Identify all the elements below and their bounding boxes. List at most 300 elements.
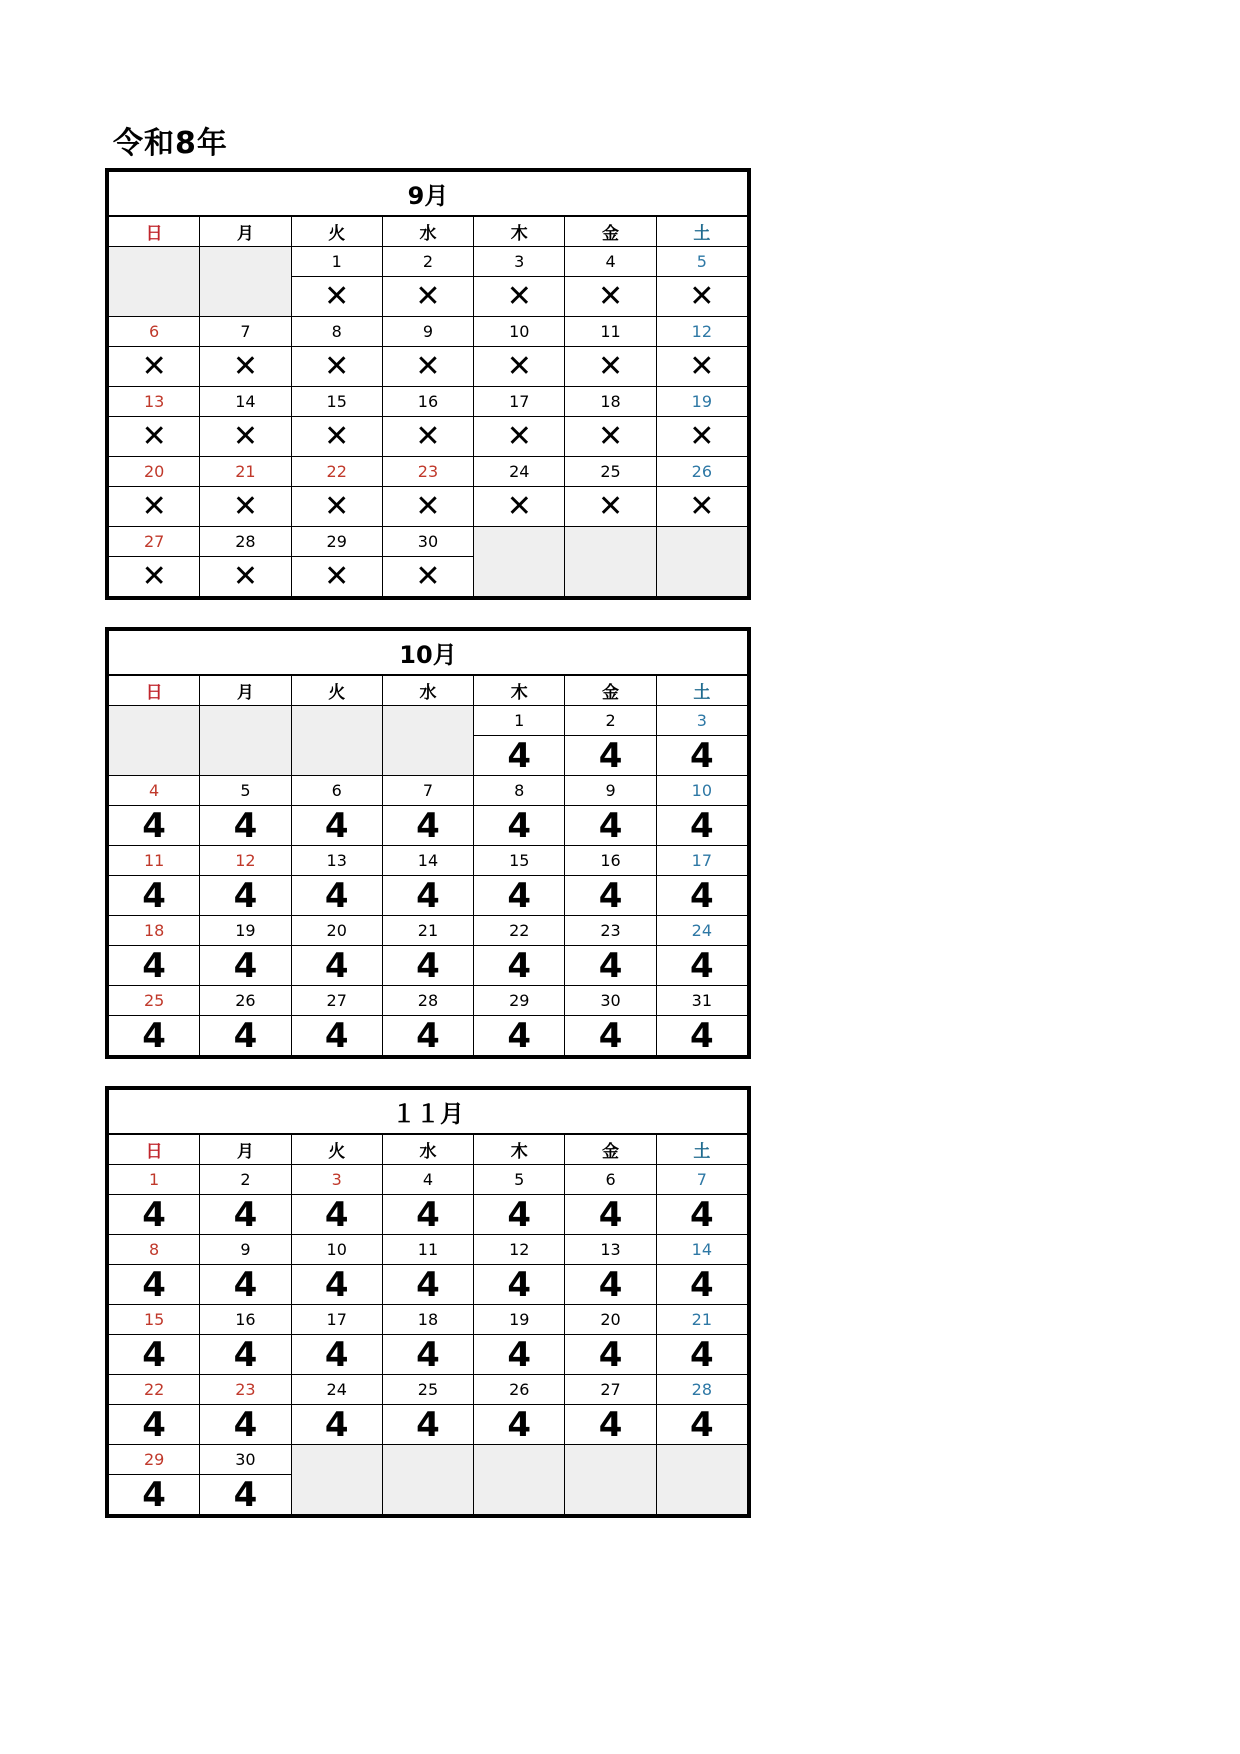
day-value-cell — [656, 1405, 747, 1445]
availability-count: 4 — [416, 1264, 440, 1305]
day-value-cell — [200, 347, 291, 387]
closed-mark: ✕ — [689, 418, 715, 454]
day-value-cell — [656, 487, 747, 527]
day-value-cell — [474, 417, 565, 457]
day-number: 23 — [565, 916, 656, 946]
closed-mark: ✕ — [324, 558, 350, 594]
day-number: 20 — [291, 916, 382, 946]
day-value-cell — [565, 736, 656, 776]
day-value-cell — [291, 946, 382, 986]
day-number: 26 — [656, 457, 747, 487]
day-value-cell — [565, 417, 656, 457]
day-value-cell — [200, 557, 291, 597]
closed-mark: ✕ — [689, 278, 715, 314]
day-value-cell — [200, 1405, 291, 1445]
month-title: １１月 — [109, 1090, 748, 1135]
day-value-cell — [474, 1195, 565, 1235]
day-number: 14 — [656, 1235, 747, 1265]
day-number: 6 — [109, 317, 200, 347]
calendar-september — [105, 168, 751, 600]
availability-count: 4 — [233, 1474, 258, 1515]
day-value-cell — [382, 1016, 473, 1056]
day-number: 8 — [291, 317, 382, 347]
day-number: 4 — [109, 776, 200, 806]
day-number: 2 — [200, 1165, 291, 1195]
day-value-cell — [565, 1016, 656, 1056]
availability-count: 4 — [690, 735, 714, 776]
day-value-cell — [200, 1016, 291, 1056]
weekday-header: 月 — [200, 1134, 291, 1165]
day-value-cell — [109, 347, 200, 387]
day-number: 9 — [200, 1235, 291, 1265]
day-value-cell — [291, 806, 382, 846]
day-value-cell — [474, 736, 565, 776]
day-value-cell — [200, 1195, 291, 1235]
day-value-cell — [291, 1195, 382, 1235]
day-number: 22 — [474, 916, 565, 946]
day-number: 7 — [382, 776, 473, 806]
day-number: 16 — [565, 846, 656, 876]
availability-count: 4 — [416, 805, 440, 846]
availability-count: 4 — [233, 1194, 258, 1235]
availability-count: 4 — [416, 1015, 440, 1056]
day-number: 7 — [200, 317, 291, 347]
day-number: 9 — [382, 317, 473, 347]
day-value-cell — [382, 1265, 473, 1305]
availability-count: 4 — [598, 1264, 623, 1305]
day-number: 22 — [291, 457, 382, 487]
empty-day-cell — [200, 706, 291, 776]
day-value-cell — [656, 347, 747, 387]
day-value-cell — [200, 1335, 291, 1375]
day-number: 27 — [109, 527, 200, 557]
day-number: 5 — [200, 776, 291, 806]
day-number: 22 — [109, 1375, 200, 1405]
day-value-cell — [382, 347, 473, 387]
day-value-cell — [382, 1335, 473, 1375]
day-value-cell — [382, 417, 473, 457]
empty-day-cell — [109, 247, 200, 317]
day-value-cell — [565, 487, 656, 527]
day-value-cell — [291, 876, 382, 916]
availability-count: 4 — [233, 1015, 258, 1056]
weekday-header: 火 — [291, 1134, 382, 1165]
day-number: 17 — [656, 846, 747, 876]
day-number: 1 — [291, 247, 382, 277]
weekday-header: 火 — [291, 675, 382, 706]
weekday-header: 土 — [656, 216, 747, 247]
day-number: 19 — [656, 387, 747, 417]
availability-count: 4 — [598, 1194, 623, 1235]
month-title: 10月 — [109, 631, 748, 676]
weekday-header: 日 — [109, 1134, 200, 1165]
day-value-cell — [109, 1016, 200, 1056]
day-value-cell — [382, 946, 473, 986]
day-number: 23 — [200, 1375, 291, 1405]
day-number: 1 — [109, 1165, 200, 1195]
day-number: 29 — [474, 986, 565, 1016]
availability-count: 4 — [324, 1334, 349, 1375]
empty-day-cell — [474, 1445, 565, 1515]
calendar-october — [105, 627, 751, 1059]
availability-count: 4 — [690, 1194, 714, 1235]
day-number: 24 — [291, 1375, 382, 1405]
weekday-header: 木 — [474, 216, 565, 247]
day-number: 17 — [291, 1305, 382, 1335]
day-value-cell — [565, 876, 656, 916]
day-number: 7 — [656, 1165, 747, 1195]
day-number: 26 — [200, 986, 291, 1016]
availability-count: 4 — [690, 945, 714, 986]
day-number: 8 — [109, 1235, 200, 1265]
availability-count: 4 — [233, 945, 258, 986]
day-value-cell — [656, 1195, 747, 1235]
availability-count: 4 — [142, 1334, 166, 1375]
weekday-header: 土 — [656, 1134, 747, 1165]
day-number: 25 — [109, 986, 200, 1016]
day-value-cell — [109, 417, 200, 457]
empty-day-cell — [656, 1445, 747, 1515]
day-number: 3 — [474, 247, 565, 277]
day-number: 6 — [291, 776, 382, 806]
closed-mark: ✕ — [506, 418, 532, 454]
closed-mark: ✕ — [232, 348, 258, 384]
day-value-cell — [200, 417, 291, 457]
day-value-cell — [291, 1265, 382, 1305]
day-value-cell — [656, 1335, 747, 1375]
day-number: 12 — [656, 317, 747, 347]
day-number: 10 — [291, 1235, 382, 1265]
day-value-cell — [291, 347, 382, 387]
weekday-header: 金 — [565, 216, 656, 247]
availability-count: 4 — [690, 805, 714, 846]
day-value-cell — [291, 1405, 382, 1445]
day-number: 10 — [474, 317, 565, 347]
availability-count: 4 — [507, 1264, 532, 1305]
empty-day-cell — [291, 1445, 382, 1515]
day-value-cell — [474, 876, 565, 916]
day-number: 3 — [291, 1165, 382, 1195]
day-value-cell — [109, 1265, 200, 1305]
day-value-cell — [474, 277, 565, 317]
closed-mark: ✕ — [689, 488, 715, 524]
availability-count: 4 — [324, 1404, 349, 1445]
day-number: 27 — [565, 1375, 656, 1405]
closed-mark: ✕ — [232, 488, 258, 524]
availability-count: 4 — [233, 1404, 258, 1445]
day-number: 13 — [565, 1235, 656, 1265]
day-number: 29 — [291, 527, 382, 557]
day-number: 11 — [565, 317, 656, 347]
day-number: 13 — [109, 387, 200, 417]
day-number: 19 — [474, 1305, 565, 1335]
day-number: 8 — [474, 776, 565, 806]
day-number: 28 — [200, 527, 291, 557]
day-number: 2 — [565, 706, 656, 736]
empty-day-cell — [656, 527, 747, 597]
day-value-cell — [474, 946, 565, 986]
availability-count: 4 — [690, 1404, 714, 1445]
day-value-cell — [200, 1475, 291, 1515]
availability-count: 4 — [142, 945, 166, 986]
day-value-cell — [200, 806, 291, 846]
day-value-cell — [474, 1335, 565, 1375]
availability-count: 4 — [233, 1264, 258, 1305]
day-value-cell — [109, 946, 200, 986]
weekday-header: 日 — [109, 675, 200, 706]
day-value-cell — [382, 557, 473, 597]
day-value-cell — [291, 487, 382, 527]
day-number: 18 — [109, 916, 200, 946]
availability-count: 4 — [690, 1334, 714, 1375]
availability-count: 4 — [324, 875, 349, 916]
availability-count: 4 — [416, 1334, 440, 1375]
closed-mark: ✕ — [324, 348, 350, 384]
closed-mark: ✕ — [324, 488, 350, 524]
day-number: 31 — [656, 986, 747, 1016]
day-number: 3 — [656, 706, 747, 736]
closed-mark: ✕ — [597, 348, 624, 384]
day-number: 14 — [382, 846, 473, 876]
closed-mark: ✕ — [415, 488, 441, 524]
availability-count: 4 — [416, 1194, 440, 1235]
availability-count: 4 — [416, 945, 440, 986]
day-number: 16 — [200, 1305, 291, 1335]
day-value-cell — [656, 736, 747, 776]
closed-mark: ✕ — [415, 418, 441, 454]
day-number: 4 — [565, 247, 656, 277]
closed-mark: ✕ — [689, 348, 715, 384]
availability-count: 4 — [507, 1334, 532, 1375]
availability-count: 4 — [324, 945, 349, 986]
availability-count: 4 — [324, 1264, 349, 1305]
day-number: 6 — [565, 1165, 656, 1195]
availability-count: 4 — [233, 1334, 258, 1375]
closed-mark: ✕ — [141, 418, 167, 454]
day-value-cell — [109, 1195, 200, 1235]
closed-mark: ✕ — [597, 488, 624, 524]
day-value-cell — [200, 946, 291, 986]
calendar-november — [105, 1086, 751, 1518]
day-value-cell — [474, 1405, 565, 1445]
day-value-cell — [474, 347, 565, 387]
availability-count: 4 — [507, 875, 532, 916]
day-number: 27 — [291, 986, 382, 1016]
day-number: 2 — [382, 247, 473, 277]
empty-day-cell — [109, 706, 200, 776]
availability-count: 4 — [142, 1474, 166, 1515]
day-number: 23 — [382, 457, 473, 487]
day-number: 16 — [382, 387, 473, 417]
availability-count: 4 — [507, 1404, 532, 1445]
empty-day-cell — [382, 706, 473, 776]
weekday-header: 木 — [474, 1134, 565, 1165]
day-value-cell — [291, 1335, 382, 1375]
availability-count: 4 — [416, 1404, 440, 1445]
day-value-cell — [656, 277, 747, 317]
day-value-cell — [474, 1265, 565, 1305]
day-value-cell — [109, 1405, 200, 1445]
availability-count: 4 — [598, 1404, 623, 1445]
availability-count: 4 — [324, 1194, 349, 1235]
availability-count: 4 — [598, 805, 623, 846]
availability-count: 4 — [507, 1194, 532, 1235]
closed-mark: ✕ — [415, 558, 441, 594]
day-value-cell — [109, 1475, 200, 1515]
day-number: 12 — [200, 846, 291, 876]
availability-count: 4 — [142, 1404, 166, 1445]
day-value-cell — [382, 1405, 473, 1445]
availability-count: 4 — [690, 875, 714, 916]
month-table — [108, 171, 748, 597]
day-value-cell — [565, 277, 656, 317]
day-number: 18 — [382, 1305, 473, 1335]
availability-count: 4 — [507, 945, 532, 986]
day-number: 5 — [474, 1165, 565, 1195]
day-value-cell — [474, 487, 565, 527]
day-number: 30 — [565, 986, 656, 1016]
day-number: 28 — [656, 1375, 747, 1405]
availability-count: 4 — [142, 1194, 166, 1235]
closed-mark: ✕ — [415, 348, 441, 384]
day-number: 13 — [291, 846, 382, 876]
availability-count: 4 — [598, 735, 623, 776]
day-number: 26 — [474, 1375, 565, 1405]
day-number: 12 — [474, 1235, 565, 1265]
day-number: 4 — [382, 1165, 473, 1195]
day-value-cell — [565, 1195, 656, 1235]
closed-mark: ✕ — [506, 488, 532, 524]
day-number: 14 — [200, 387, 291, 417]
closed-mark: ✕ — [597, 278, 624, 314]
day-value-cell — [109, 806, 200, 846]
day-value-cell — [382, 277, 473, 317]
day-number: 17 — [474, 387, 565, 417]
day-number: 11 — [382, 1235, 473, 1265]
day-value-cell — [565, 1335, 656, 1375]
availability-count: 4 — [690, 1015, 714, 1056]
month-title: 9月 — [109, 172, 748, 217]
closed-mark: ✕ — [141, 488, 167, 524]
empty-day-cell — [565, 527, 656, 597]
day-value-cell — [291, 1016, 382, 1056]
availability-count: 4 — [598, 1334, 623, 1375]
closed-mark: ✕ — [324, 418, 350, 454]
empty-day-cell — [565, 1445, 656, 1515]
day-value-cell — [382, 806, 473, 846]
availability-count: 4 — [507, 735, 532, 776]
day-value-cell — [291, 277, 382, 317]
closed-mark: ✕ — [415, 278, 441, 314]
availability-count: 4 — [690, 1264, 714, 1305]
weekday-header: 金 — [565, 675, 656, 706]
day-value-cell — [382, 1195, 473, 1235]
closed-mark: ✕ — [141, 558, 167, 594]
day-value-cell — [565, 1265, 656, 1305]
day-value-cell — [109, 876, 200, 916]
availability-count: 4 — [324, 1015, 349, 1056]
day-value-cell — [109, 557, 200, 597]
day-value-cell — [565, 347, 656, 387]
day-number: 15 — [109, 1305, 200, 1335]
weekday-header: 土 — [656, 675, 747, 706]
weekday-header: 水 — [382, 1134, 473, 1165]
year-title: 令和8年 — [113, 126, 228, 161]
day-number: 25 — [382, 1375, 473, 1405]
day-number: 21 — [656, 1305, 747, 1335]
availability-count: 4 — [142, 875, 166, 916]
empty-day-cell — [382, 1445, 473, 1515]
closed-mark: ✕ — [141, 348, 167, 384]
day-number: 20 — [565, 1305, 656, 1335]
day-number: 25 — [565, 457, 656, 487]
day-value-cell — [656, 946, 747, 986]
availability-count: 4 — [598, 1015, 623, 1056]
day-value-cell — [109, 1335, 200, 1375]
availability-count: 4 — [507, 805, 532, 846]
day-number: 29 — [109, 1445, 200, 1475]
availability-count: 4 — [598, 875, 623, 916]
availability-count: 4 — [233, 805, 258, 846]
day-number: 11 — [109, 846, 200, 876]
day-value-cell — [474, 806, 565, 846]
day-value-cell — [382, 876, 473, 916]
empty-day-cell — [200, 247, 291, 317]
day-value-cell — [291, 557, 382, 597]
day-value-cell — [109, 487, 200, 527]
day-number: 21 — [382, 916, 473, 946]
day-value-cell — [656, 417, 747, 457]
day-number: 30 — [200, 1445, 291, 1475]
availability-count: 4 — [233, 875, 258, 916]
empty-day-cell — [291, 706, 382, 776]
day-value-cell — [656, 1016, 747, 1056]
day-number: 1 — [474, 706, 565, 736]
weekday-header: 月 — [200, 216, 291, 247]
day-number: 30 — [382, 527, 473, 557]
day-number: 24 — [656, 916, 747, 946]
closed-mark: ✕ — [324, 278, 350, 314]
day-number: 5 — [656, 247, 747, 277]
month-table — [108, 630, 748, 1056]
month-table — [108, 1089, 748, 1515]
availability-count: 4 — [416, 875, 440, 916]
day-value-cell — [565, 806, 656, 846]
availability-count: 4 — [598, 945, 623, 986]
weekday-header: 水 — [382, 675, 473, 706]
day-value-cell — [656, 1265, 747, 1305]
day-number: 15 — [291, 387, 382, 417]
day-number: 10 — [656, 776, 747, 806]
day-value-cell — [291, 417, 382, 457]
closed-mark: ✕ — [506, 348, 532, 384]
day-value-cell — [382, 487, 473, 527]
weekday-header: 日 — [109, 216, 200, 247]
day-number: 9 — [565, 776, 656, 806]
day-value-cell — [200, 487, 291, 527]
availability-count: 4 — [142, 805, 166, 846]
day-number: 28 — [382, 986, 473, 1016]
day-value-cell — [474, 1016, 565, 1056]
day-number: 20 — [109, 457, 200, 487]
day-number: 15 — [474, 846, 565, 876]
weekday-header: 木 — [474, 675, 565, 706]
day-number: 24 — [474, 457, 565, 487]
day-value-cell — [656, 806, 747, 846]
availability-count: 4 — [324, 805, 349, 846]
day-value-cell — [565, 1405, 656, 1445]
day-number: 19 — [200, 916, 291, 946]
